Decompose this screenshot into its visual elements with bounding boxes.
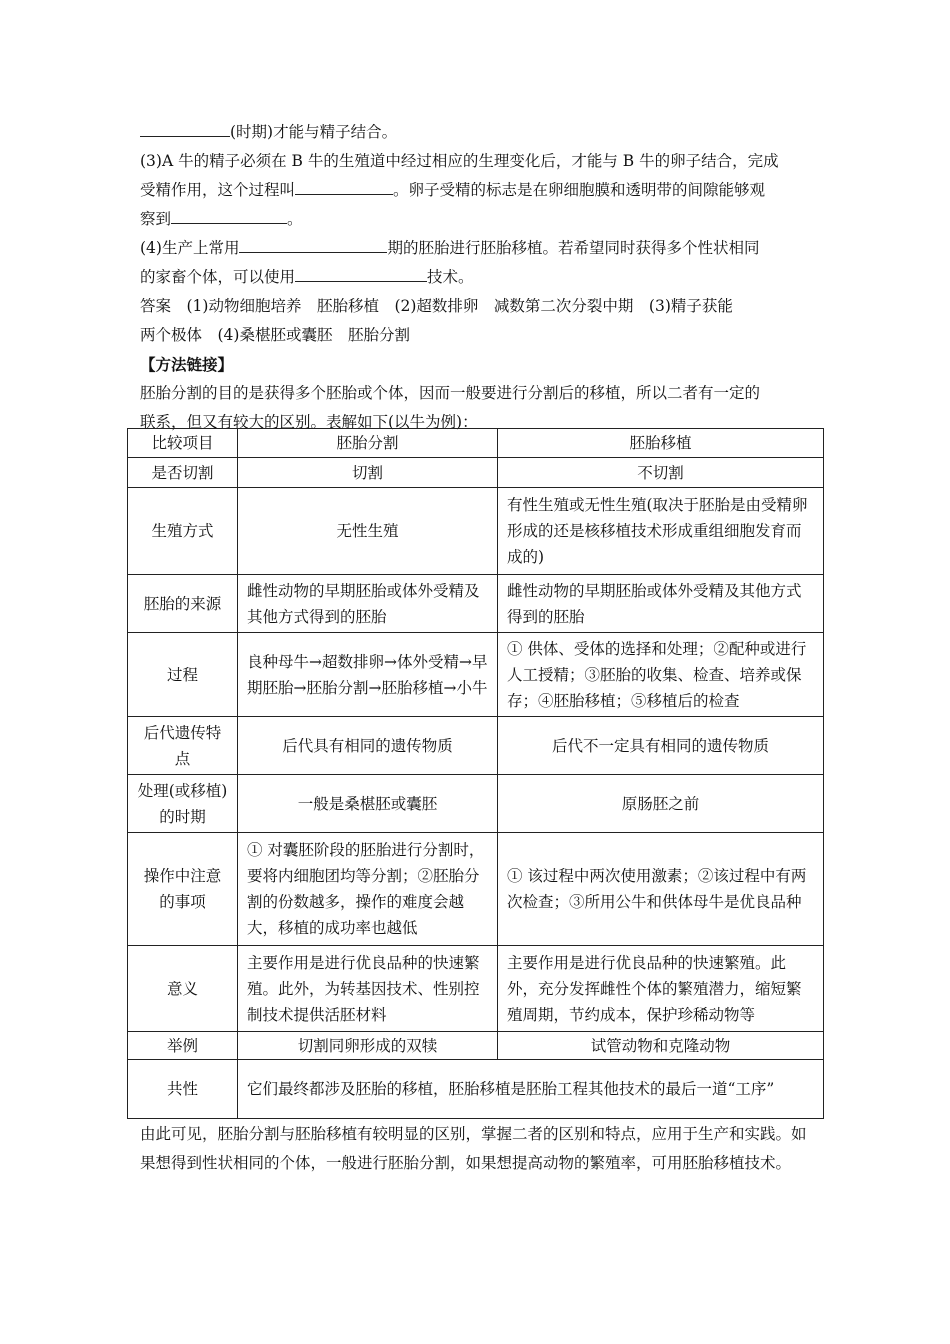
item-cell: 操作中注意的事项: [128, 833, 238, 946]
answer-blank: [239, 234, 387, 253]
transfer-cell: 试管动物和克隆动物: [498, 1032, 824, 1060]
split-cell: 切割同卵形成的双犊: [238, 1032, 498, 1060]
table-row: [128, 946, 824, 1032]
answer-line-1: 答案 (1)动物细胞培养 胚胎移植 (2)超数排卵 减数第二次分裂中期 (3)精子获能: [140, 297, 733, 315]
table-row: [128, 775, 824, 833]
transfer-cell: 不切割: [498, 458, 824, 488]
split-cell: ① 对囊胚阶段的胚胎进行分割时，要将内细胞团均等分割；②胚胎分割的份数越多，操作的难度会越大，移植的成功率也越低: [238, 833, 498, 946]
common-cell: 它们最终都涉及胚胎的移植，胚胎移植是胚胎工程其他技术的最后一道“工序”: [238, 1060, 824, 1119]
split-cell: 后代具有相同的遗传物质: [238, 717, 498, 775]
split-cell: 无性生殖: [238, 488, 498, 575]
intro-line-1: 胚胎分割的目的是获得多个胚胎或个体，因而一般要进行分割后的移植，所以二者有一定的: [140, 384, 761, 402]
transfer-cell: ① 该过程中两次使用激素；②该过程中有两次检查；③所用公牛和供体母牛是优良品种: [498, 833, 824, 946]
header-cell: 比较项目: [128, 429, 238, 458]
question-line-2: (3)A 牛的精子必须在 B 牛的生殖道中经过相应的生理变化后，才能与 B 牛的卵子结合，完成: [140, 152, 779, 170]
answer-blank: [171, 205, 287, 224]
question-line-5: (4)生产上常用 期的胚胎进行胚胎移植。若希望同时获得多个性状相同: [140, 234, 820, 263]
item-cell: 过程: [128, 633, 238, 717]
table-header-row: [128, 429, 824, 458]
document-body: [140, 118, 820, 437]
table-row-common: [128, 1060, 824, 1119]
item-cell: 意义: [128, 946, 238, 1032]
split-cell: 雌性动物的早期胚胎或体外受精及其他方式得到的胚胎: [238, 575, 498, 633]
table-row: [128, 717, 824, 775]
answer-blank: [295, 176, 393, 195]
table-row: [128, 458, 824, 488]
transfer-cell: 后代不一定具有相同的遗传物质: [498, 717, 824, 775]
question-line-4: 察到 。: [140, 205, 820, 234]
question-line-1: (时期)才能与精子结合。: [140, 118, 820, 147]
table-row: [128, 488, 824, 575]
split-cell: 一般是桑椹胚或囊胚: [238, 775, 498, 833]
transfer-cell: ① 供体、受体的选择和处理；②配种或进行人工授精；③胚胎的收集、检查、培养或保存；④胚胎移植；⑤移植后的检查: [498, 633, 824, 717]
item-cell: 共性: [128, 1060, 238, 1119]
answer-line-2: 两个极体 (4)桑椹胚或囊胚 胚胎分割: [140, 326, 410, 344]
question-line-6: 的家畜个体，可以使用 技术。: [140, 263, 820, 292]
transfer-cell: 原肠胚之前: [498, 775, 824, 833]
comparison-table: [127, 428, 824, 1119]
question-line-3: 受精作用，这个过程叫 。卵子受精的标志是在卵细胞膜和透明带的间隙能够观: [140, 176, 820, 205]
answer-blank: [140, 118, 230, 137]
transfer-cell: 主要作用是进行优良品种的快速繁殖。此外，充分发挥雌性个体的繁殖潜力，缩短繁殖周期，节约成本，保护珍稀动物等: [498, 946, 824, 1032]
table-row: [128, 833, 824, 946]
header-cell: 胚胎移植: [498, 429, 824, 458]
split-cell: 良种母牛→超数排卵→体外受精→早期胚胎→胚胎分割→胚胎移植→小牛: [238, 633, 498, 717]
conclusion-paragraph: 由此可见，胚胎分割与胚胎移植有较明显的区别，掌握二者的区别和特点，应用于生产和实践。如果想得到性状相同的个体，一般进行胚胎分割，如果想提高动物的繁殖率，可用胚胎移植技术。: [140, 1125, 807, 1172]
table-row: [128, 1032, 824, 1060]
method-heading: 【方法链接】: [140, 355, 234, 374]
split-cell: 主要作用是进行优良品种的快速繁殖。此外，为转基因技术、性别控制技术提供活胚材料: [238, 946, 498, 1032]
item-cell: 是否切割: [128, 458, 238, 488]
item-cell: 生殖方式: [128, 488, 238, 575]
item-cell: 处理(或移植)的时期: [128, 775, 238, 833]
transfer-cell: 雌性动物的早期胚胎或体外受精及其他方式得到的胚胎: [498, 575, 824, 633]
item-cell: 举例: [128, 1032, 238, 1060]
split-cell: 切割: [238, 458, 498, 488]
answer-blank: [295, 263, 427, 282]
table-row: [128, 575, 824, 633]
table-row: [128, 633, 824, 717]
item-cell: 后代遗传特点: [128, 717, 238, 775]
intro-line-2: 联系，但又有较大的区别。表解如下(以牛为例)：: [140, 413, 478, 431]
item-cell: 胚胎的来源: [128, 575, 238, 633]
transfer-cell: 有性生殖或无性生殖(取决于胚胎是由受精卵形成的还是核移植技术形成重组细胞发育而成的): [498, 488, 824, 575]
header-cell: 胚胎分割: [238, 429, 498, 458]
